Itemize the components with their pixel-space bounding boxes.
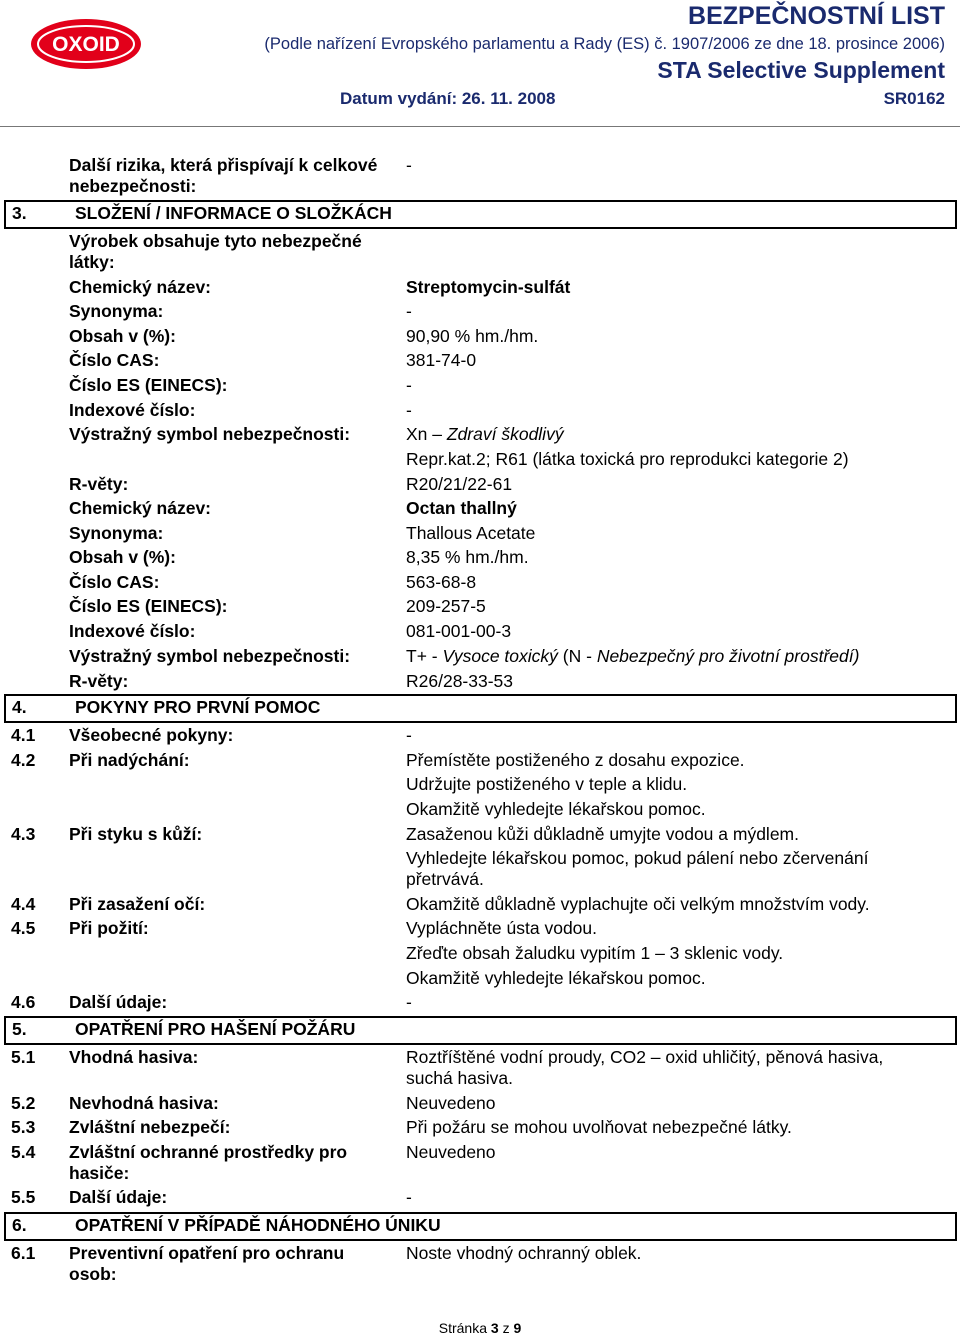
es-einecs-label: Číslo ES (EINECS): <box>69 375 228 395</box>
hazard-symbol-value <box>406 646 859 667</box>
r-phrases-label: R-věty: <box>69 671 129 691</box>
section-number: 3. <box>12 203 27 223</box>
section-5-header <box>4 1016 957 1045</box>
chemical-name-value: Octan thallný <box>406 498 517 518</box>
hazard-symbol-text-2: Nebezpečný pro životní prostředí) <box>596 646 860 666</box>
page-footer <box>0 1320 960 1336</box>
logo-text: OXOID <box>52 33 120 56</box>
hazard-symbol-label: Výstražný symbol nebezpečnosti: <box>69 424 351 444</box>
item-number: 5.1 <box>11 1047 36 1067</box>
page-total: 9 <box>513 1320 522 1336</box>
hazard-symbol-text: Zdraví škodlivý <box>446 424 564 444</box>
content-label: Obsah v (%): <box>69 326 176 346</box>
other-info-value: - <box>406 1187 412 1207</box>
hazardous-substances-intro-line1: Výrobek obsahuje tyto nebezpečné <box>69 231 362 251</box>
firefighter-equipment-value: Neuvedeno <box>406 1142 496 1162</box>
special-hazards-label: Zvláštní nebezpečí: <box>69 1117 231 1137</box>
oxoid-logo <box>30 18 142 70</box>
document-title: BEZPEČNOSTNÍ LIST <box>688 2 945 30</box>
index-number-value: - <box>406 400 412 420</box>
item-number: 4.2 <box>11 750 36 770</box>
section-number: 4. <box>12 697 27 717</box>
index-number-label: Indexové číslo: <box>69 400 196 420</box>
item-number: 4.4 <box>11 894 36 914</box>
page-separator: z <box>502 1320 510 1336</box>
r-phrases-label: R-věty: <box>69 474 129 494</box>
section-6-header <box>4 1212 957 1241</box>
section-title: OPATŘENÍ V PŘÍPADĚ NÁHODNÉHO ÚNIKU <box>75 1215 441 1235</box>
synonyms-label: Synonyma: <box>69 523 164 543</box>
cas-value: 381-74-0 <box>406 350 477 370</box>
unsuitable-media-value: Neuvedeno <box>406 1093 496 1113</box>
section-3-header <box>4 200 957 229</box>
product-code: SR0162 <box>883 89 945 108</box>
skin-contact-label: Při styku s kůží: <box>69 824 203 844</box>
personal-precautions-label-line1: Preventivní opatření pro ochranu <box>69 1243 345 1263</box>
hazardous-substances-intro-line2: látky: <box>69 252 115 272</box>
product-name: STA Selective Supplement <box>657 57 945 83</box>
page-label: Stránka <box>438 1320 487 1336</box>
section-title: POKYNY PRO PRVNÍ POMOC <box>75 697 321 717</box>
skin-contact-value-line2: Vyhledejte lékařskou pomoc, pokud pálení nebo zčervenání <box>406 848 869 868</box>
item-number: 4.3 <box>11 824 36 844</box>
suitable-media-value-line1: Roztříštěné vodní proudy, CO2 – oxid uhličitý, pěnová hasiva, <box>406 1047 884 1067</box>
content-value: 8,35 % hm./hm. <box>406 547 529 567</box>
es-einecs-value: - <box>406 375 412 395</box>
es-einecs-label: Číslo ES (EINECS): <box>69 596 228 616</box>
hazard-symbol-line2: Repr.kat.2; R61 (látka toxická pro reprodukci kategorie 2) <box>406 449 849 469</box>
inhalation-label: Při nadýchání: <box>69 750 190 770</box>
r-phrases-value: R26/28-33-53 <box>406 671 514 691</box>
personal-precautions-value: Noste vhodný ochranný oblek. <box>406 1243 642 1263</box>
other-info-label: Další údaje: <box>69 1187 168 1207</box>
chemical-name-label: Chemický název: <box>69 498 212 518</box>
skin-contact-value-line1: Zasaženou kůži důkladně umyjte vodou a mýdlem. <box>406 824 799 844</box>
item-number: 5.5 <box>11 1187 36 1207</box>
item-number: 5.4 <box>11 1142 36 1162</box>
page-number: 3 <box>490 1320 499 1336</box>
eye-contact-value: Okamžitě důkladně vyplachujte oči velkým množstvím vody. <box>406 894 870 914</box>
other-risks-label-line1: Další rizika, která přispívají k celkové <box>69 155 378 175</box>
synonyms-value: Thallous Acetate <box>406 523 536 543</box>
synonyms-value: - <box>406 301 412 321</box>
ingestion-label: Při požití: <box>69 918 149 938</box>
index-number-value: 081-001-00-3 <box>406 621 512 641</box>
suitable-media-label: Vhodná hasiva: <box>69 1047 199 1067</box>
general-advice-value: - <box>406 725 412 745</box>
section-4-header <box>4 694 957 723</box>
cas-value: 563-68-8 <box>406 572 477 592</box>
content-label: Obsah v (%): <box>69 547 176 567</box>
issue-date: Datum vydání: 26. 11. 2008 <box>340 89 556 108</box>
section-title: OPATŘENÍ PRO HAŠENÍ POŽÁRU <box>75 1019 356 1039</box>
firefighter-equipment-label-line2: hasiče: <box>69 1163 130 1183</box>
special-hazards-value: Při požáru se mohou uvolňovat nebezpečné látky. <box>406 1117 792 1137</box>
item-number: 5.3 <box>11 1117 36 1137</box>
content-value: 90,90 % hm./hm. <box>406 326 539 346</box>
header-divider <box>0 126 960 127</box>
inhalation-value-line2: Udržujte postiženého v teple a klidu. <box>406 774 688 794</box>
suitable-media-value-line2: suchá hasiva. <box>406 1068 514 1088</box>
item-number: 4.5 <box>11 918 36 938</box>
inhalation-value-line1: Přemístěte postiženého z dosahu expozice. <box>406 750 745 770</box>
item-number: 6.1 <box>11 1243 36 1263</box>
chemical-name-label: Chemický název: <box>69 277 212 297</box>
chemical-name-value: Streptomycin-sulfát <box>406 277 571 297</box>
item-number: 4.1 <box>11 725 36 745</box>
unsuitable-media-label: Nevhodná hasiva: <box>69 1093 219 1113</box>
other-info-label: Další údaje: <box>69 992 168 1012</box>
eye-contact-label: Při zasažení očí: <box>69 894 206 914</box>
ingestion-value-line3: Okamžitě vyhledejte lékařskou pomoc. <box>406 968 706 988</box>
hazard-symbol-text: Vysoce toxický <box>442 646 558 666</box>
ingestion-value-line2: Zřeďte obsah žaludku vypitím 1 – 3 sklenic vody. <box>406 943 784 963</box>
section-title: SLOŽENÍ / INFORMACE O SLOŽKÁCH <box>75 203 392 223</box>
other-info-value: - <box>406 992 412 1012</box>
cas-label: Číslo CAS: <box>69 350 160 370</box>
section-number: 6. <box>12 1215 27 1235</box>
document-subtitle: (Podle nařízení Evropského parlamentu a Rady (ES) č. 1907/2006 ze dne 18. prosince 2006) <box>264 35 945 53</box>
synonyms-label: Synonyma: <box>69 301 164 321</box>
item-number: 4.6 <box>11 992 36 1012</box>
general-advice-label: Všeobecné pokyny: <box>69 725 234 745</box>
other-risks-label-line2: nebezpečnosti: <box>69 176 197 196</box>
hazard-symbol-label: Výstražný symbol nebezpečnosti: <box>69 646 351 666</box>
index-number-label: Indexové číslo: <box>69 621 196 641</box>
section-number: 5. <box>12 1019 27 1039</box>
personal-precautions-label-line2: osob: <box>69 1264 117 1284</box>
item-number: 5.2 <box>11 1093 36 1113</box>
hazard-symbol-code-2: (N - <box>562 646 592 666</box>
skin-contact-value-line3: přetrvává. <box>406 869 484 889</box>
hazard-symbol-code: T+ - <box>406 646 438 666</box>
ingestion-value-line1: Vypláchněte ústa vodou. <box>406 918 598 938</box>
inhalation-value-line3: Okamžitě vyhledejte lékařskou pomoc. <box>406 799 706 819</box>
firefighter-equipment-label-line1: Zvláštní ochranné prostředky pro <box>69 1142 348 1162</box>
r-phrases-value: R20/21/22-61 <box>406 474 513 494</box>
es-einecs-value: 209-257-5 <box>406 596 486 616</box>
other-risks-value: - <box>406 155 412 175</box>
cas-label: Číslo CAS: <box>69 572 160 592</box>
hazard-symbol-value <box>406 424 564 445</box>
hazard-symbol-code: Xn – <box>406 424 442 444</box>
